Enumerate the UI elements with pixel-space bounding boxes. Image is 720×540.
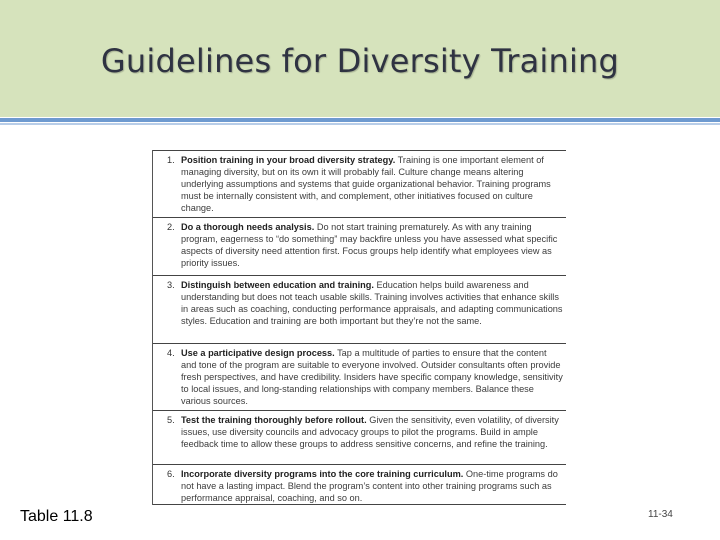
guideline-row [153,275,566,343]
guideline-row [153,217,566,275]
guideline-body: Do not start training prematurely. As with any training program, eagerness to “do something” may backfire unless you have assessed what specific aspects of diversity need attention first. Focus groups help identify what employees view as priority issues. [181,222,558,268]
guideline-body: Training is one important element of managing diversity, but on its own it will probably fail. Culture change means altering underlying assumptions and systems that guide organizational behavior. Training programs must be internally consistent with, and complement, other initiatives focused on culture change. [181,155,551,213]
guideline-heading: Distinguish between education and training. [181,280,374,290]
guideline-text [181,348,563,408]
guideline-heading: Do a thorough needs analysis. [181,222,315,232]
table-label: Table 11.8 [20,508,93,525]
guideline-text [181,222,563,270]
guideline-number: 4. [167,348,175,358]
guideline-row [153,410,566,464]
guideline-row [153,464,566,505]
guideline-heading: Test the training thoroughly before rollout. [181,415,367,425]
guideline-text [181,415,563,451]
title-divider [0,118,720,122]
guideline-heading: Use a participative design process. [181,348,335,358]
title-divider-thin [0,123,720,125]
guideline-body: Education helps build awareness and understanding but does not teach usable skills. Training involves activities that enhance skills in areas such as coaching, conducting performance appraisals, and adapting communications styles. Education and training are both important but they’re not the same. [181,280,563,326]
guideline-number: 5. [167,415,175,425]
guideline-text [181,155,563,215]
guideline-text [181,469,563,505]
guideline-row [153,343,566,410]
guideline-row [153,150,566,217]
guideline-number: 1. [167,155,175,165]
guideline-number: 6. [167,469,175,479]
guideline-heading: Incorporate diversity programs into the core training curriculum. [181,469,464,479]
guideline-body: Given the sensitivity, even volatility, of diversity issues, use diversity councils and advocacy groups to pilot the programs. Build in ample feedback time to allow these groups to address sensitive concerns, and refine the training. [181,415,559,449]
guideline-heading: Position training in your broad diversity strategy. [181,155,396,165]
guideline-body: Tap a multitude of parties to ensure that the content and tone of the program are suitable to everyone involved. Outsider consultants often provide fresh perspectives, and have credibility. Insiders have specific company knowledge, sensitivity to local issues, and long-standing relationships with company members. Balance these various sources. [181,348,563,406]
guideline-number: 2. [167,222,175,232]
slide-title: Guidelines for Diversity Training [100,42,620,80]
guidelines-table [152,150,566,505]
slide-number: 11-34 [648,509,673,520]
guideline-body: One-time programs do not have a lasting impact. Blend the program’s content into other training programs such as performance appraisal, coaching, and so on. [181,469,558,503]
guideline-number: 3. [167,280,175,290]
guideline-text [181,280,563,328]
